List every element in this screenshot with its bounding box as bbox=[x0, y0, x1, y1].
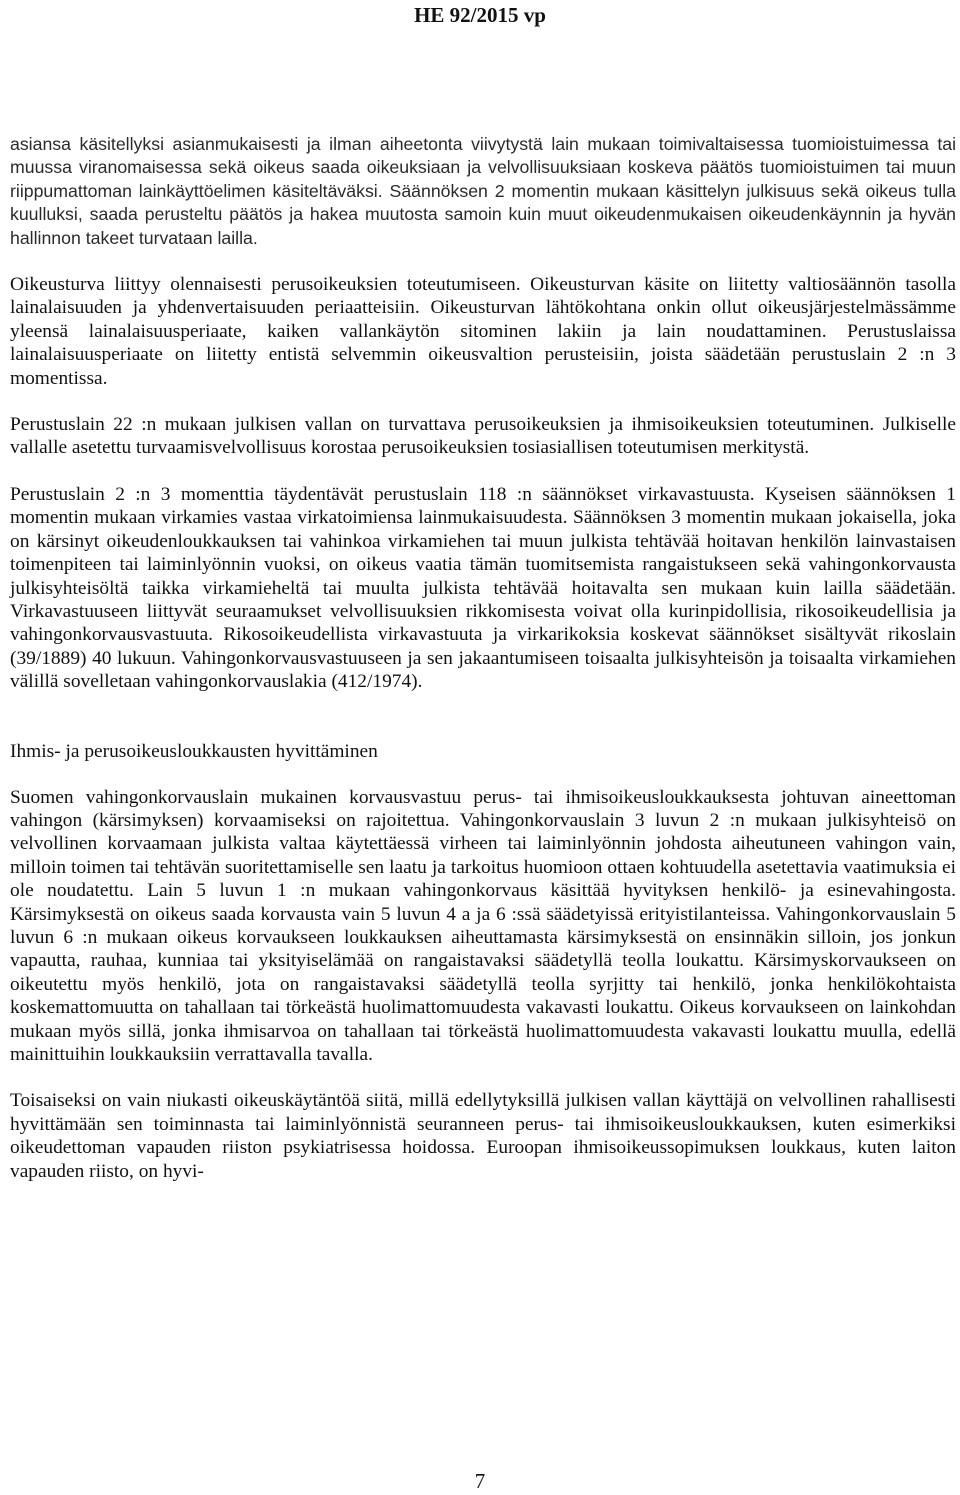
paragraph-6: Toisaiseksi on vain niukasti oikeuskäytäntöä siitä, millä edellytyksillä julkisen vallan käyttäjä on velvollinen rahallisesti hyvittämään sen toiminnasta tai laiminlyönnistä seuranneen perus- tai ihmisoikeusloukkauksen, kuten esimerkiksi oikeudettoman vapauden riiston psykiatrisessa hoidossa. Euroopan ihmisoikeussopimuksen loukkaus, kuten laiton vapauden riisto, on hyvi- bbox=[10, 1090, 956, 1182]
page-number: 7 bbox=[474, 1469, 486, 1493]
paragraph-3: Perustuslain 22 :n mukaan julkisen vallan on turvattava perusoikeuksien ja ihmisoikeuksien toteutuminen. Julkiselle vallalle asetettu turvaamisvelvollisuus korostaa perusoikeuksien tosiasiallisen toteutumisen merkitystä. bbox=[10, 414, 956, 459]
paragraph-4: Perustuslain 2 :n 3 momenttia täydentävät perustuslain 118 :n säännökset virkavastuusta. Kyseisen säännöksen 1 momentin mukaan virkamies vastaa virkatoimiensa lainmukaisuudesta. Säännöksen 3 momentin mukaan jokaisella, joka on kärsinyt oikeudenloukkauksen tai vahinkoa virkamiehen tai muun julkista tehtävää hoitavan henkilön lainvastaisen toimenpiteen tai laiminlyönnin vuoksi, on oikeus vaatia tämän tuomitsemista rangaistukseen sekä vahingonkorvausta julkisyhteisöltä taikka virkamieheltä tai muulta julkista tehtävää hoitavalta sen mukaan kuin lailla säädetään. Virkavastuuseen liittyvät seuraamukset velvollisuuksien rikkomisesta voivat olla kurinpidollisia, rikosoikeudellisia ja vahingonkorvausvastuuta. Rikosoikeudellista virkavastuuta ja virkarikoksia koskevat säännökset sisältyvät rikoslain (39/1889) 40 lukuun. Vahingonkorvausvastuuseen ja sen jakaantumiseen toisaalta julkisyhteisön ja toisaalta virkamiehen välillä sovelletaan vahingonkorvauslakia (412/1974). bbox=[10, 483, 956, 693]
paragraph-1: asiansa käsitellyksi asianmukaisesti ja ilman aiheetonta viivytystä lain mukaan toimivaltaisessa tuomioistuimessa tai muussa viranomaisessa sekä oikeus saada oikeuksiaan ja velvollisuuksiaan koskeva päätös tuomioistuimen tai muun riippumattoman lainkäyttöelimen käsiteltäväksi. Säännöksen 2 momentin mukaan käsittelyn julkisuus sekä oikeus tulla kuulluksi, saada perusteltu päätös ja hakea muutosta samoin kuin muut oikeudenmukaisen oikeudenkäynnin ja hyvän hallinnon takeet turvataan lailla. bbox=[10, 134, 956, 248]
running-header: HE 92/2015 vp bbox=[414, 3, 546, 27]
section-heading: Ihmis- ja perusoikeusloukkausten hyvittäminen bbox=[10, 740, 378, 762]
body-text bbox=[10, 133, 956, 1183]
paragraph-2: Oikeusturva liittyy olennaisesti perusoikeuksien toteutumiseen. Oikeusturvan käsite on liitetty valtiosäännön tasolla lainalaisuuden ja yhdenvertaisuuden periaatteisiin. Oikeusturvan lähtökohtana onkin ollut oikeusjärjestelmässämme yleensä lainalaisuusperiaate, kaiken vallankäytön sitominen lakiin ja lain noudattaminen. Perustuslaissa lainalaisuusperiaate on liitetty entistä selvemmin oikeusvaltion perusteisiin, joista säädetään perustuslain 2 :n 3 momentissa. bbox=[10, 274, 956, 389]
paragraph-5: Suomen vahingonkorvauslain mukainen korvausvastuu perus- tai ihmisoikeusloukkauksesta johtuvan aineettoman vahingon (kärsimyksen) korvaamiseksi on rajoitettua. Vahingonkorvauslain 3 luvun 2 :n mukaan julkisyhteisö on velvollinen korvaamaan julkista valtaa käytettäessä virheen tai laiminlyönnin johdosta aiheutuneen vahingon vain, milloin toimen tai tehtävän suoritettamiselle sen laatu ja tarkoitus huomioon ottaen kohtuudella asetettavia vaatimuksia ei ole noudatettu. Lain 5 luvun 1 :n mukaan vahingonkorvaus käsittää hyvityksen henkilö- ja esinevahingosta. Kärsimyksestä on oikeus saada korvausta vain 5 luvun 4 a ja 6 :ssä säädetyissä erityistilanteissa. Vahingonkorvauslain 5 luvun 6 :n mukaan oikeus korvaukseen loukkauksen aiheuttamasta kärsimyksestä on ensinnäkin silloin, jos jonkun vapautta, rauhaa, kunniaa tai yksityiselämää on rangaistavaksi säädetyllä teolla loukattu. Kärsimyskorvaukseen on oikeutettu myös henkilö, jota on rangaistavaksi säädetyllä teolla syrjitty tai henkilö, jonka henkilökohtaista koskemattomuutta on tahallaan tai törkeästä huolimattomuudesta vakavasti loukattu. Oikeus korvaukseen on lainkohdan mukaan myös sillä, jonka ihmisarvoa on tahallaan tai törkeästä huolimattomuudesta vakavasti loukattu muulla, edellä mainittuihin loukkauksiin verrattavalla tavalla. bbox=[10, 786, 956, 1065]
